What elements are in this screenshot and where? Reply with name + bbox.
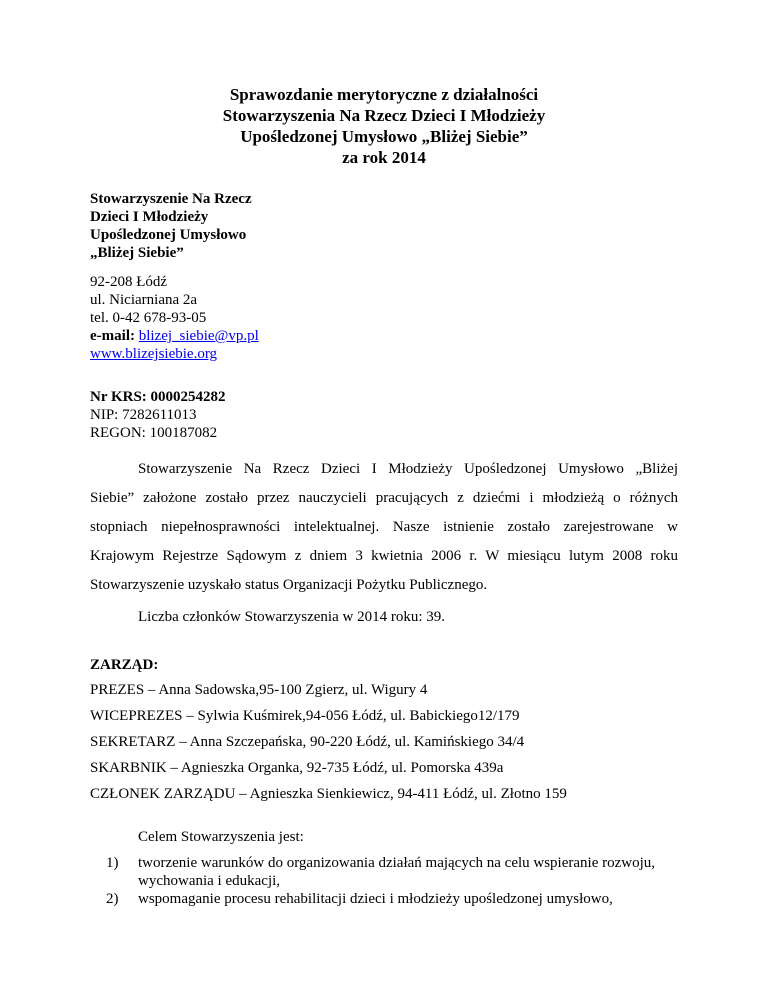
board-heading: ZARZĄD: — [90, 657, 159, 673]
paragraph-line: stopniach niepełnosprawności intelektualnej. Nasze istnienie zostało zarejestrowane w — [90, 519, 678, 535]
org-name-line: „Bliżej Siebie” — [90, 245, 184, 261]
email-label: e-mail: — [90, 328, 135, 344]
phone-number: tel. 0-42 678-93-05 — [90, 310, 207, 326]
title-line: za rok 2014 — [342, 148, 426, 167]
email-link[interactable]: blizej_siebie@vp.pl — [138, 328, 259, 344]
paragraph-line: Stowarzyszenie uzyskało status Organizacji Pożytku Publicznego. — [90, 577, 488, 593]
goals-intro: Celem Stowarzyszenia jest: — [138, 829, 304, 845]
contact-block — [90, 273, 259, 363]
title-line: Sprawozdanie merytoryczne z działalności — [229, 85, 539, 104]
paragraph-line: Siebie” założone zostało przez nauczycieli pracujących z dziećmi i młodzieżą o różnych — [90, 490, 678, 506]
organization-name — [90, 190, 252, 262]
board-member: PREZES – Anna Sadowska,95-100 Zgierz, ul. Wigury 4 — [90, 682, 428, 698]
org-name-line: Dzieci I Młodzieży — [90, 209, 209, 225]
list-item-text: wspomaganie procesu rehabilitacji dzieci i młodzieży upośledzonej umysłowo, — [138, 891, 613, 907]
org-name-line: Upośledzonej Umysłowo — [90, 227, 247, 243]
list-item — [106, 854, 655, 872]
list-number: 1) — [106, 855, 119, 871]
address-street: ul. Niciarniana 2a — [90, 292, 198, 308]
paragraph-line: Krajowym Rejestrze Sądowym z dniem 3 kwietnia 2006 r. W miesiącu lutym 2008 roku — [90, 548, 678, 564]
goals-list — [106, 854, 655, 908]
board-member: SKARBNIK – Agnieszka Organka, 92-735 Łódź, ul. Pomorska 439a — [90, 760, 504, 776]
list-item-text: tworzenie warunków do organizowania działań mających na celu wspieranie rozwoju, — [138, 855, 656, 871]
list-number: 2) — [106, 891, 119, 907]
title-line: Stowarzyszenia Na Rzecz Dzieci I Młodzieży — [222, 106, 546, 125]
regon-number: REGON: 100187082 — [90, 425, 218, 441]
address-city: 92-208 Łódź — [90, 274, 168, 290]
board-list — [90, 677, 567, 807]
nip-number: NIP: 7282611013 — [90, 407, 197, 423]
intro-paragraph — [90, 455, 678, 600]
members-count: Liczba członków Stowarzyszenia w 2014 roku: 39. — [138, 609, 445, 625]
website-link[interactable]: www.blizejsiebie.org — [90, 346, 218, 362]
document-title — [0, 84, 768, 168]
paragraph-line: Stowarzyszenie Na Rzecz Dzieci I Młodzieży Upośledzonej Umysłowo „Bliżej — [138, 461, 678, 477]
list-item-continuation: wychowania i edukacji, — [138, 873, 281, 889]
list-item — [106, 890, 655, 908]
email-line — [90, 327, 259, 345]
title-line: Upośledzonej Umysłowo „Bliżej Siebie” — [240, 127, 528, 146]
board-member: SEKRETARZ – Anna Szczepańska, 90-220 Łódź, ul. Kamińskiego 34/4 — [90, 734, 525, 750]
board-member: CZŁONEK ZARZĄDU – Agnieszka Sienkiewicz, 94-411 Łódź, ul. Złotno 159 — [90, 786, 567, 802]
krs-number: Nr KRS: 0000254282 — [90, 389, 226, 405]
org-name-line: Stowarzyszenie Na Rzecz — [90, 191, 252, 207]
registration-ids — [90, 388, 226, 442]
board-member: WICEPREZES – Sylwia Kuśmirek,94-056 Łódź, ul. Babickiego12/179 — [90, 708, 520, 724]
